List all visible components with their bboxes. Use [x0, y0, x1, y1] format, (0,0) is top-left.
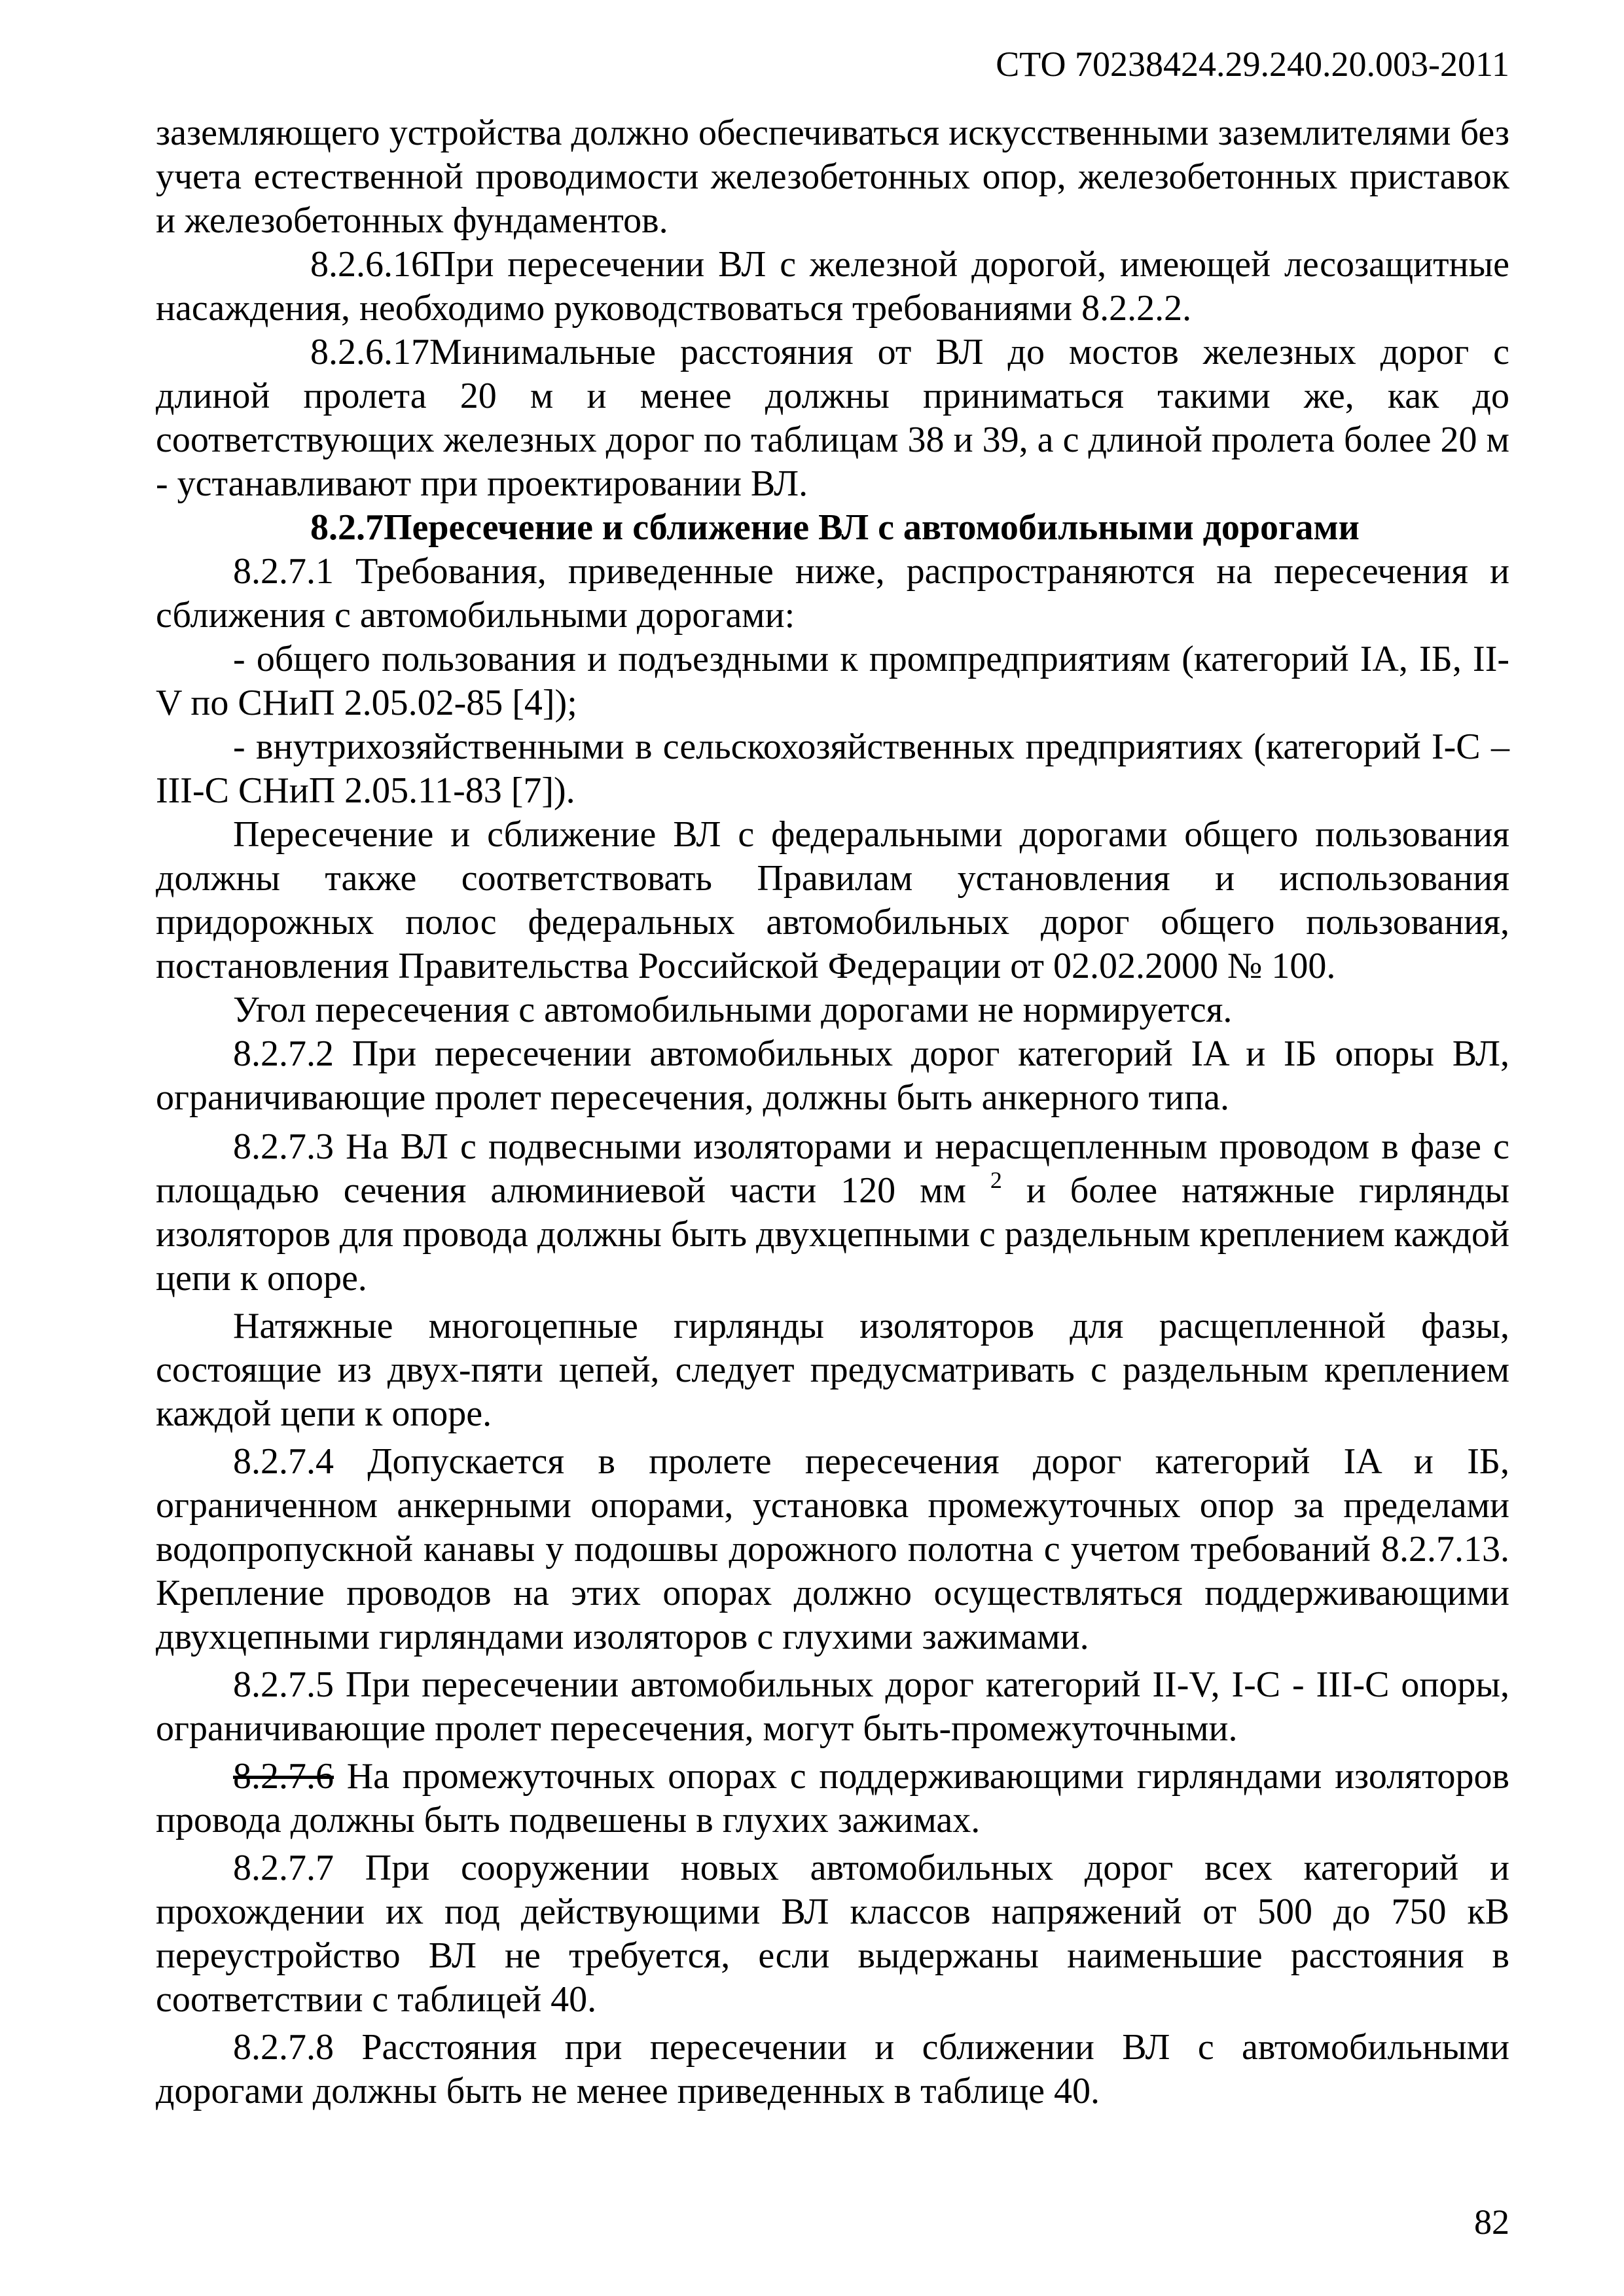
clause-text: и более натяжные гирлянды изоляторов для провода должны быть двухцепными с раздельным креплением каждой цепи к опоре.	[156, 1170, 1510, 1299]
paragraph-8-2-7-6	[156, 1755, 1509, 1842]
paragraph-8-2-7-5: 8.2.7.5 При пересечении автомобильных дорог категорий II-V, I-C - III-C опоры, ограничивающие пролет пересечения, могут быть-промежуточными.	[156, 1664, 1509, 1749]
paragraph-8-2-7-1: 8.2.7.1 Требования, приведенные ниже, распространяются на пересечения и сближения с автомобильными дорогами:	[156, 551, 1509, 636]
section-number: 8.2.7	[310, 507, 384, 548]
paragraph-8-2-7-8: 8.2.7.8 Расстояния при пересечении и сближении ВЛ с автомобильными дорогами должны быть не менее приведенных в таблице 40.	[156, 2027, 1509, 2111]
paragraph-8-2-7-2: 8.2.7.2 При пересечении автомобильных дорог категорий IA и IБ опоры ВЛ, ограничивающие пролет пересечения, должны быть анкерного типа.	[156, 1033, 1509, 1118]
paragraph-8-2-7-7: 8.2.7.7 При сооружении новых автомобильных дорог всех категорий и прохождении их под действующими ВЛ классов напряжений от 500 до 750 кВ переустройство ВЛ не требуется, если выдержаны наименьшие расстояния в соответствии с таблицей 40.	[156, 1848, 1509, 2020]
clause-number: 8.2.6.17	[310, 332, 429, 372]
list-item: - общего пользования и подъездными к промпредприятиям (категорий IA, IБ, II-V по СНиП 2.05.02-85 [4]);	[156, 639, 1509, 723]
paragraph-8-2-6-16	[156, 243, 1509, 331]
section-heading-8-2-7	[156, 506, 1509, 550]
paragraph-8-2-7-3	[156, 1125, 1509, 1300]
paragraph-8-2-6-17	[156, 331, 1509, 506]
paragraph: Пересечение и сближение ВЛ с федеральными дорогами общего пользования должны также соответствовать Правилам установления и использования придорожных полос федеральных автомобильных дорог общего пользования, постановления Правительства Российской Федерации от 02.02.2000 № 100.	[156, 814, 1509, 986]
page-body	[156, 111, 1509, 2113]
document-code: СТО 70238424.29.240.20.003-2011	[996, 45, 1509, 84]
clause-number: 8.2.6.16	[310, 244, 429, 285]
list-item: - внутрихозяйственными в сельскохозяйственных предприятиях (категорий I-C – III-C СНиП 2.05.11-83 [7]).	[156, 726, 1509, 811]
page-number: 82	[1474, 2202, 1509, 2242]
paragraph: Угол пересечения с автомобильными дорогами не нормируется.	[233, 990, 1233, 1030]
clause-text: На промежуточных опорах с поддерживающими гирляндами изоляторов провода должны быть подвешены в глухих зажимах.	[156, 1756, 1509, 1840]
clause-text: Минимальные расстояния от ВЛ до мостов железных дорог с длиной пролета 20 м и менее должны приниматься такими же, как до соответствующих железных дорог по таблицам 38 и 39, а с длиной пролета более 20 м - устанавливают при проектировании ВЛ.	[156, 332, 1509, 504]
paragraph-8-2-7-4: 8.2.7.4 Допускается в пролете пересечения дорог категорий IA и IБ, ограниченном анкерными опорами, установка промежуточных опор за пределами водопропускной канавы у подошвы дорожного полотна с учетом требований 8.2.7.13. Крепление проводов на этих опорах должно осуществляться поддерживающими двухцепными гирляндами изоляторов с глухими зажимами.	[156, 1441, 1509, 1657]
struck-clause-number: 8.2.7.6	[233, 1756, 334, 1797]
superscript: 2	[990, 1167, 1002, 1193]
clause-text: 8.2.7.3 На ВЛ с подвесными изоляторами и нерасщепленным проводом в фазе с площадью сечения алюминиевой части 120 мм	[156, 1126, 1509, 1211]
paragraph: заземляющего устройства должно обеспечиваться искусственными заземлителями без учета естественной проводимости железобетонных опор, железобетонных приставок и железобетонных фундаментов.	[156, 113, 1509, 241]
section-title: Пересечение и сближение ВЛ с автомобильными дорогами	[384, 507, 1360, 548]
clause-text: При пересечении ВЛ с железной дорогой, имеющей лесозащитные насаждения, необходимо руководствоваться требованиями 8.2.2.2.	[156, 244, 1509, 329]
paragraph: Натяжные многоцепные гирлянды изоляторов для расщепленной фазы, состоящие из двух-пяти цепей, следует предусматривать с раздельным креплением каждой цепи к опоре.	[156, 1306, 1509, 1434]
